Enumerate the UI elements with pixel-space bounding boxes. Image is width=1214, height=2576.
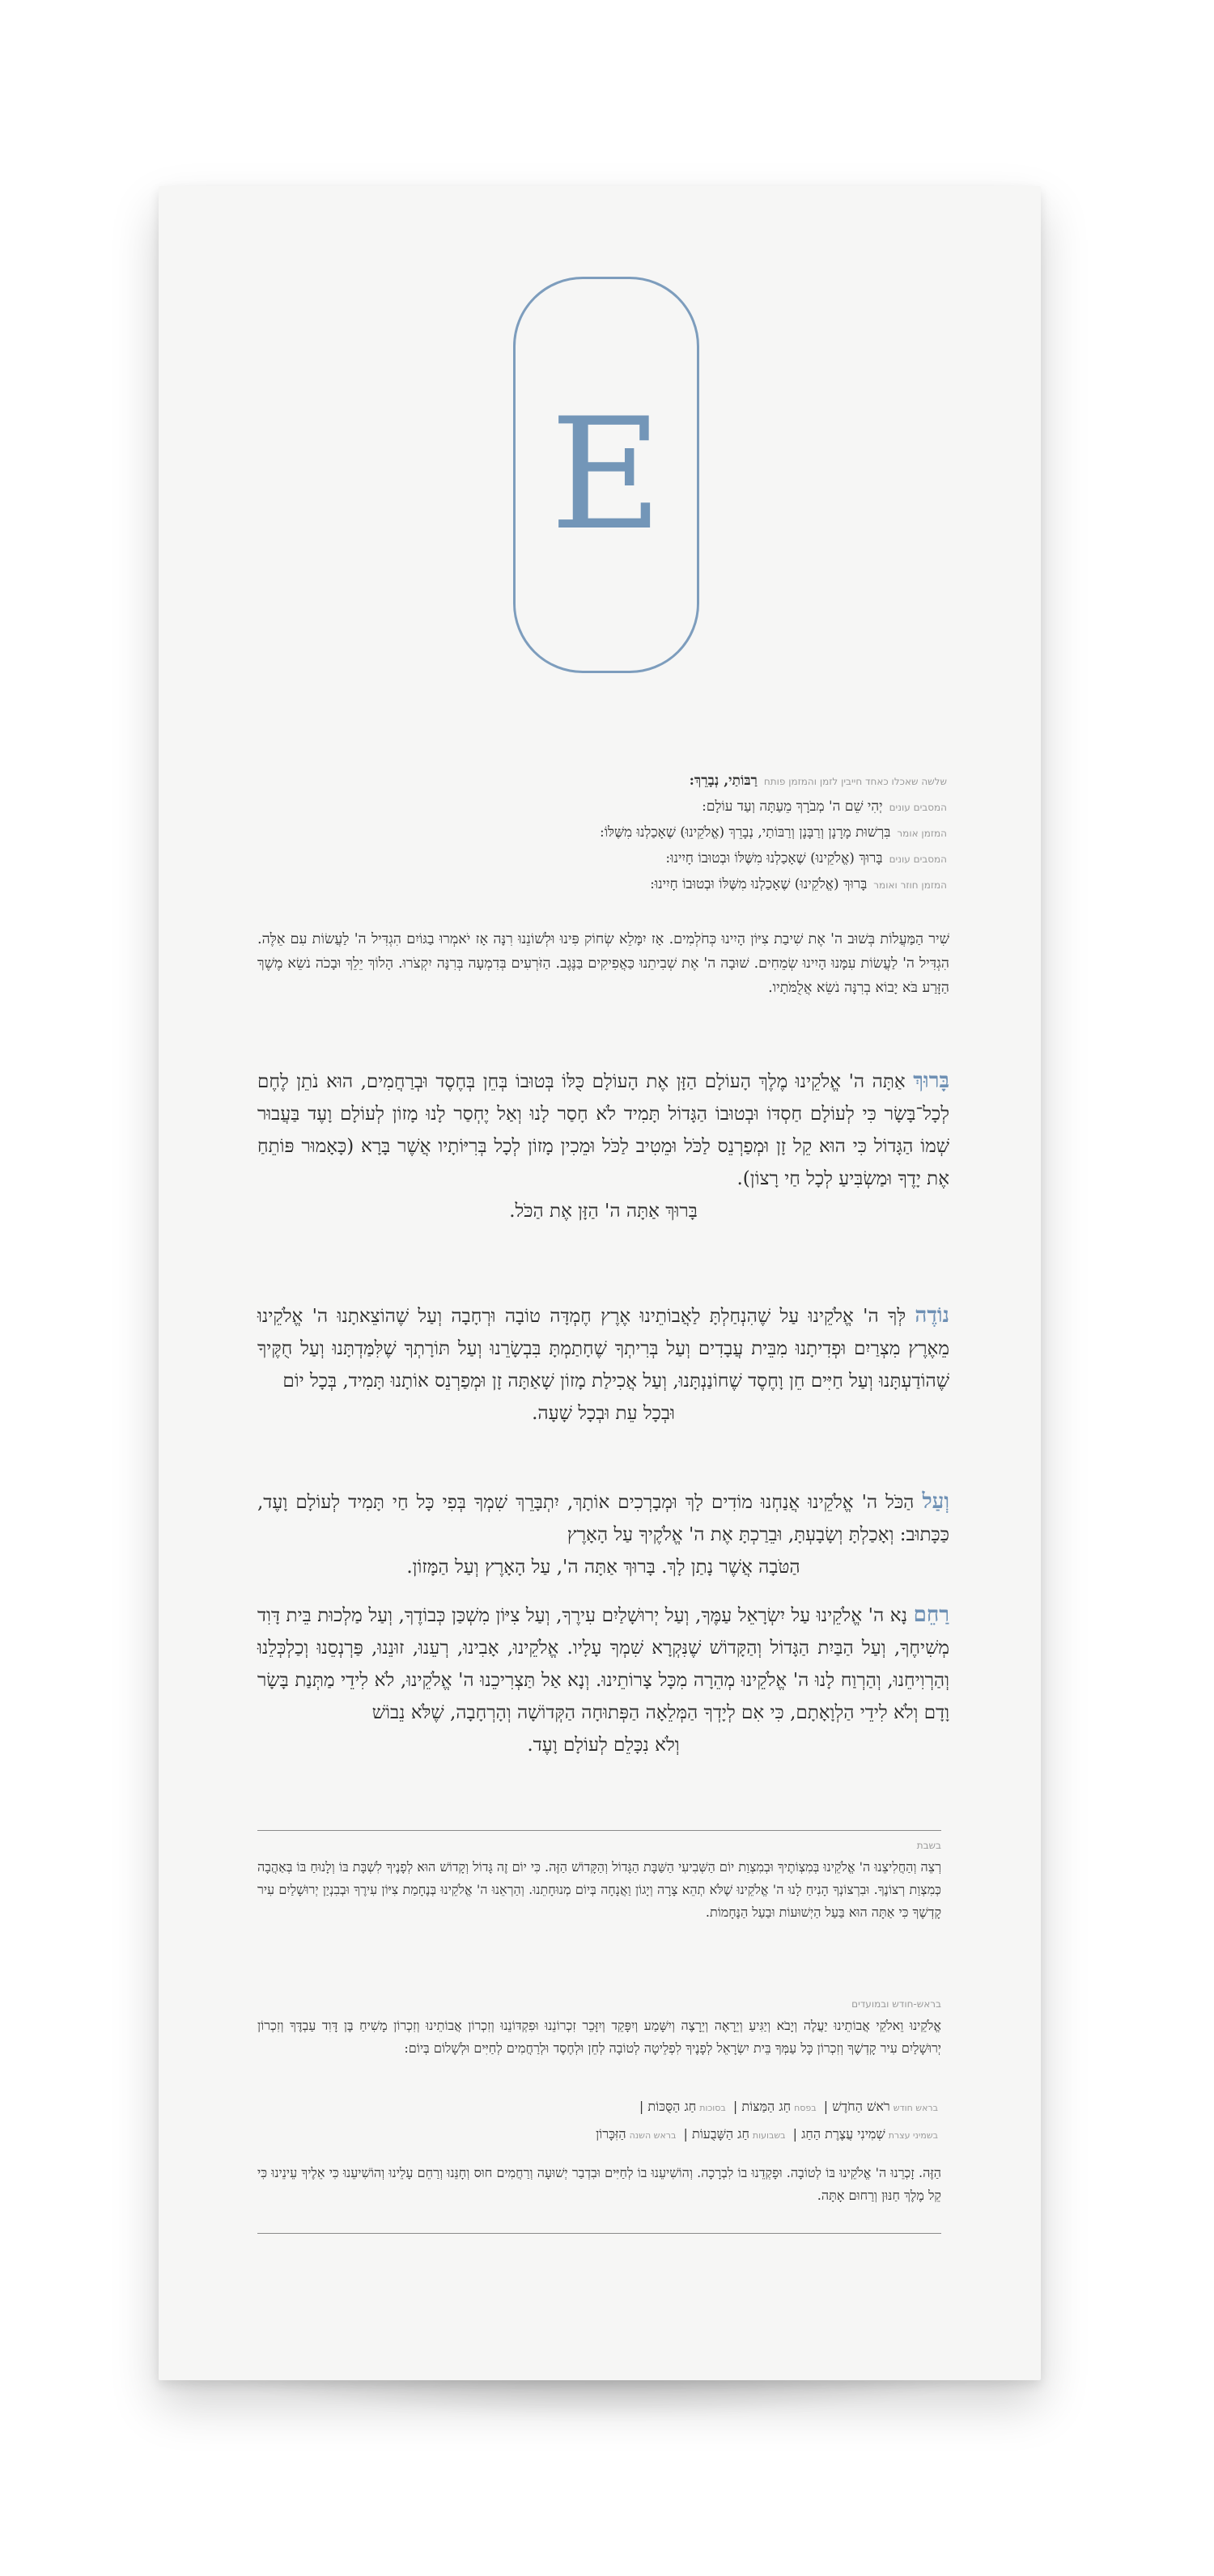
invitation-line <box>251 794 947 820</box>
invitation-line <box>251 872 947 898</box>
holiday-name: חַג הַשָּׁבֻעוֹת <box>691 2126 749 2142</box>
logo-frame <box>513 277 699 673</box>
blessing-body: נָא ה' אֱלֹקֵינוּ עַל יִשְׂרָאֵל עַמֶּךָ, וְעַל יְרוּשָׁלַיִם עִירֶךָ, וְעַל צִיּוֹן מִשְׁכַּן כְּבוֹדֶךָ, וְעַל מַלְכוּת בֵּית דָּוִד מְשִׁיחֶךָ, וְעַל הַבַּיִת הַגָּדוֹל וְהַקָּדוֹשׁ שֶׁנִּקְרָא שִׁמְךָ עָלָיו. אֱלֹקֵינוּ, אָבִינוּ, רְעֵנוּ, זוּנֵנוּ, פַּרְנְסֵנוּ וְכַלְכְּלֵנוּ וְהַרְוִיחֵנוּ, וְהַרְוַח לָנוּ ה' אֱלֹקֵינוּ מְהֵרָה מִכָּל צָרוֹתֵינוּ. וְנָא אַל תַּצְרִיכֵנוּ ה' אֱלֹקֵינוּ, לֹא לִידֵי מַתְּנַת בָּשָׂר וָדָם וְלֹא לִידֵי הַלְוָאָתָם, כִּי אִם לְיָדְךָ הַמְּלֵאָה הַפְּתוּחָה הַקְּדוֹשָׁה וְהָרְחָבָה, שֶׁלֹּא נֵבוֹשׁ <box>257 1605 949 1723</box>
shir-hamaalot: שִׁיר הַמַּעֲלוֹת בְּשׁוּב ה' אֶת שִׁיבַת צִיּוֹן הָיִינוּ כְּחֹלְמִים. אָז יִמָּלֵא שְׂחוֹק פִּינוּ וּלְשׁוֹנֵנוּ רִנָּה אָז יֹאמְרוּ בַגּוֹיִם הִגְדִּיל ה' לַעֲשׂוֹת עִם אֵלֶּה. הִגְדִּיל ה' לַעֲשׂוֹת עִמָּנוּ הָיִינוּ שְׂמֵחִים. שׁוּבָה ה' אֶת שְׁבִיתֵנוּ כַּאֲפִיקִים בַּנֶּגֶב. הַזֹּרְעִים בְּדִמְעָה בְּרִנָּה יִקְצֹרוּ. הָלוֹךְ יֵלֵךְ וּבָכֹה נֹשֵׂא מֶשֶׁךְ הַזָּרַע בֹּא יָבוֹא בְרִנָּה נֹשֵׂא אֲלֻמֹּתָיו. <box>257 931 949 996</box>
speaker-note: המסבים עונים <box>889 802 947 813</box>
invitation-text: רַבּוֹתַי, נְבָרֵךְ: <box>689 773 758 789</box>
holiday-name: שְׁמִינִי עֲצֶרֶת הַחַג <box>801 2126 885 2142</box>
invitation-line <box>251 769 947 794</box>
zimun-invitation <box>251 769 947 898</box>
invitation-text: בָּרוּךְ (אֱלֹקֵינוּ) שֶׁאָכַלְנוּ מִשֶּׁלּוֹ וּבְטוּבוֹ חָיִינוּ: <box>650 876 868 892</box>
holiday-name: הַזִּכָּרוֹן <box>596 2126 626 2142</box>
holiday-tag: בראש השנה <box>629 2130 677 2141</box>
shabbat-label: בשבת <box>916 1840 941 1851</box>
blessing-close: וְלֹא נִכָּלֵם לְעוֹלָם וָעֶד. <box>527 1735 680 1756</box>
holiday-tag: בשבועות <box>752 2130 786 2141</box>
holiday-name: חַג הַמַּצּוֹת <box>741 2099 792 2114</box>
section-divider <box>257 2233 941 2234</box>
holiday-list-row: בראש חודשרֹאשׁ הַחֹדֶשׁ | בפסחחַג הַמַּצּוֹת | בסוכותחַג הַסֻּכּוֹת | <box>639 2099 938 2114</box>
invitation-line <box>251 820 947 846</box>
logo-letter: E <box>550 385 663 564</box>
speaker-note: המסבים עונים <box>889 854 947 865</box>
blessing-hazan <box>257 1065 949 1227</box>
speaker-note: המזמן חוזר ואומר <box>873 879 947 891</box>
holiday-tag: בפסח <box>794 2103 817 2113</box>
holiday-tag: בסוכות <box>699 2103 726 2113</box>
blessing-close: הַטֹּבָה אֲשֶׁר נָתַן לָךְ. בָּרוּךְ אַתָּה ה', עַל הָאָרֶץ וְעַל הַמָּזוֹן. <box>406 1557 800 1578</box>
blessing-body: אַתָּה ה' אֱלֹקֵינוּ מֶלֶךְ הָעוֹלָם הַזָּן אֶת הָעוֹלָם כֻּלּוֹ בְּטוּבוֹ בְּחֵן בְּחֶסֶד וּבְרַחֲמִים, הוּא נֹתֵן לֶחֶם לְכָל־בָּשָׂר כִּי לְעוֹלָם חַסְדּוֹ וּבְטוּבוֹ הַגָּדוֹל תָּמִיד לֹא חָסַר לָנוּ וְאַל יֶחְסַר לָנוּ מָזוֹן לְעוֹלָם וָעֶד בַּעֲבוּר שְׁמוֹ הַגָּדוֹל כִּי הוּא קֵל זָן וּמְפַרְנֵס לַכֹּל וּמֵטִיב לַכֹּל וּמֵכִין מָזוֹן לְכָל בְּרִיּוֹתָיו אֲשֶׁר בָּרָא (כָּאָמוּר פּוֹתֵחַ אֶת יָדֶךָ וּמַשְׂבִּיעַ לְכָל חַי רָצוֹן). <box>257 1071 949 1189</box>
blessing-haaretz <box>257 1299 949 1430</box>
invitation-text: בָּרוּךְ (אֱלֹקֵינוּ) שֶׁאָכַלְנוּ מִשֶּׁלּוֹ וּבְטוּבוֹ חָיִינוּ: <box>665 850 883 866</box>
yaaleh-label: בראש-חודש ובמועדים <box>851 1998 941 2010</box>
section-divider <box>257 1830 941 1831</box>
blessing-lead-word: בָּרוּךְ <box>913 1069 949 1093</box>
blessing-lead-word: נוֹדֶה <box>915 1303 949 1328</box>
holiday-tag: בראש חודש <box>893 2103 938 2113</box>
invitation-text: יְהִי שֵׁם ה' מְבֹרָךְ מֵעַתָּה וְעַד עוֹלָם: <box>702 799 883 815</box>
blessing-veal-hakol <box>257 1485 949 1583</box>
blessing-body: לְּךָ ה' אֱלֹקֵינוּ עַל שֶׁהִנְחַלְתָּ לַאֲבוֹתֵינוּ אֶרֶץ חֶמְדָּה טוֹבָה וּרְחָבָה וְעַל שֶׁהוֹצֵאתָנוּ ה' אֱלֹקֵינוּ מֵאֶרֶץ מִצְרַיִם וּפְדִיתָנוּ מִבֵּית עֲבָדִים וְעַל בְּרִיתְךָ שֶׁחָתַמְתָּ בִּבְשָׂרֵנוּ וְעַל תּוֹרָתְךָ שֶׁלִּמַּדְתָּנוּ וְעַל חֻקֶּיךָ שֶׁהוֹדַעְתָּנוּ וְעַל חַיִּים חֵן וָחֶסֶד שֶׁחוֹנַנְתָּנוּ, וְעַל אֲכִילַת מָזוֹן שָׁאַתָּה זָן וּמְפַרְנֵס אוֹתָנוּ תָּמִיד, בְּכָל יוֹם <box>257 1306 949 1392</box>
invitation-text: בִּרְשׁוּת מָרָנָן וְרַבָּנָן וְרַבּוֹתַי, נְבָרֵךְ (אֱלֹקֵינוּ) שֶׁאָכַלְנוּ מִשֶּׁלּוֹ: <box>599 824 891 841</box>
invitation-line <box>251 846 947 872</box>
retzeh-text: רְצֵה וְהַחֲלִיצֵנוּ ה' אֱלֹקֵינוּ בְּמִצְוֹתֶיךָ וּבְמִצְוַת יוֹם הַשְּׁבִיעִי הַשַּׁבָּת הַגָּדוֹל וְהַקָּדוֹשׁ הַזֶּה. כִּי יוֹם זֶה גָּדוֹל וְקָדוֹשׁ הוּא לְפָנֶיךָ לִשְׁבָּת בּוֹ וְלָנוּחַ בּוֹ בְּאַהֲבָה כְּמִצְוַת רְצוֹנֶךָ. וּבִרְצוֹנְךָ הָנִיחַ לָנוּ ה' אֱלֹקֵינוּ שֶׁלֹּא תְהֵא צָרָה וְיָגוֹן וַאֲנָחָה בְּיוֹם מְנוּחָתֵנוּ. וְהַרְאֵנוּ ה' אֱלֹקֵינוּ בְּנֶחָמַת צִיּוֹן עִירֶךָ וּבְבִנְיַן יְרוּשָׁלַיִם עִיר קָדְשֶׁךָ כִּי אַתָּה הוּא בַּעַל הַיְשׁוּעוֹת וּבַעַל הַנֶּחָמוֹת. <box>257 1859 941 1920</box>
blessing-lead-word: רַחֵם <box>913 1603 949 1627</box>
zochreinu-text: הַזֶּה. זָכְרֵנוּ ה' אֱלֹקֵינוּ בּוֹ לְטוֹבָה. וּפָקְדֵנוּ בוֹ לִבְרָכָה. וְהוֹשִׁיעֵנוּ בוֹ לְחַיִּים וּבִדְבַר יְשׁוּעָה וְרַחֲמִים חוּס וְחָנֵּנוּ וְרַחֵם עָלֵינוּ וְהוֹשִׁיעֵנוּ כִּי אֵלֶיךָ עֵינֵינוּ כִּי קֵל מֶלֶךְ חַנּוּן וְרַחוּם אָתָּה. <box>257 2165 941 2203</box>
blessing-lead-word: וְעַל <box>922 1489 949 1514</box>
yaaleh-veyavo-text: אֱלֹקֵינוּ וֵאלֹקֵי אֲבוֹתֵינוּ יַעֲלֶה וְיָבֹא וְיַגִּיעַ וְיֵרָאֶה וְיֵרָצֶה וְיִשָּׁמַע וְיִפָּקֵד וְיִזָּכֵר זִכְרוֹנֵנוּ וּפִקְדּוֹנֵנוּ וְזִכְרוֹן אֲבוֹתֵינוּ וְזִכְרוֹן מָשִׁיחַ בֶּן דָּוִד עַבְדֶּךָ וְזִכְרוֹן יְרוּשָׁלַיִם עִיר קָדְשֶׁךָ וְזִכְרוֹן כָּל עַמְּךָ בֵּית יִשְׂרָאֵל לְפָנֶיךָ לִפְלֵיטָה לְטוֹבָה לְחֵן וּלְחֶסֶד וּלְרַחֲמִים לְחַיִּים וּלְשָׁלוֹם בְּיוֹם: <box>257 2018 941 2056</box>
blessing-close: וּבְכָל עֵת וּבְכָל שָׁעָה. <box>532 1403 675 1424</box>
blessing-rachem <box>257 1599 949 1761</box>
blessing-body: הַכֹּל ה' אֱלֹקֵינוּ אֲנַחְנוּ מוֹדִים לָךְ וּמְבָרְכִים אוֹתָךְ, יִתְבָּרֵךְ שִׁמְךָ בְּפִי כָּל חַי תָּמִיד לְעוֹלָם וָעֶד, כַּכָּתוּב: וְאָכַלְתָּ וְשָׂבָעְתָּ, וּבֵרַכְתָּ אֶת ה' אֱלֹקֶיךָ עַל הָאָרֶץ <box>257 1492 949 1545</box>
holiday-list-row: בשמיני עצרתשְׁמִינִי עֲצֶרֶת הַחַג | בשבועותחַג הַשָּׁבֻעוֹת | בראש השנההַזִּכָּרוֹן <box>596 2126 938 2142</box>
speaker-note: המזמן אומר <box>897 828 947 839</box>
holiday-name: רֹאשׁ הַחֹדֶשׁ <box>832 2099 890 2114</box>
speaker-note: שלשה שאכלו כאחד חייבין לזמן והמזמן פותח <box>763 776 947 787</box>
holiday-tag: בשמיני עצרת <box>888 2130 938 2141</box>
blessing-close: בָּרוּךְ אַתָּה ה' הַזָּן אֶת הַכֹּל. <box>509 1201 698 1222</box>
holiday-name: חַג הַסֻּכּוֹת <box>647 2099 697 2114</box>
